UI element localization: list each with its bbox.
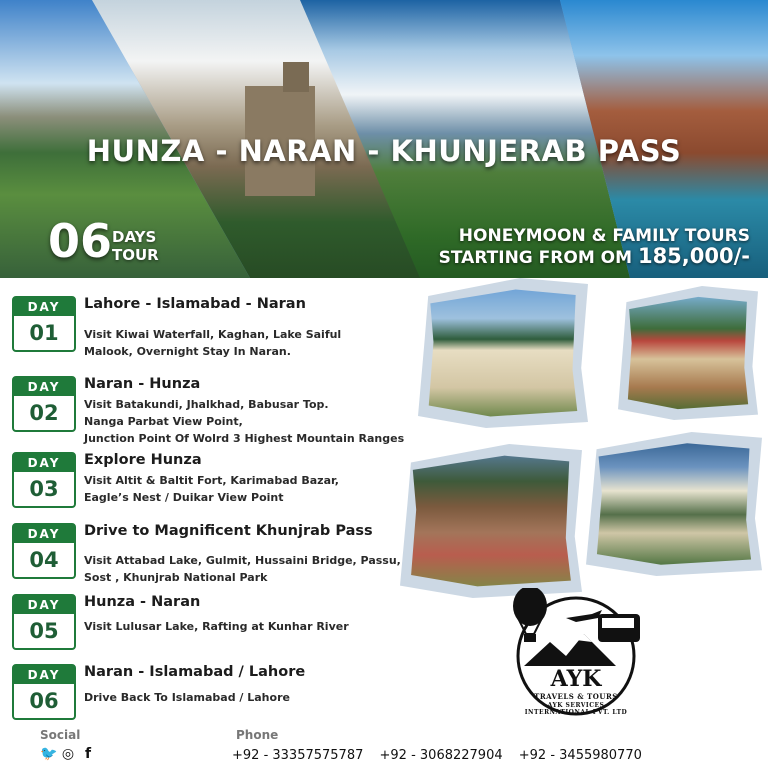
day-badge xyxy=(12,452,76,508)
day-title: Lahore - Islamabad - Naran xyxy=(84,296,306,312)
hotel-photo xyxy=(400,444,582,598)
day-badge-label: DAY xyxy=(14,596,74,614)
day-title: Naran - Hunza xyxy=(84,376,201,392)
day-badge-number: 02 xyxy=(29,401,59,425)
hotel-photo xyxy=(418,278,588,428)
day-title: Drive to Magnificent Khunjrab Pass xyxy=(84,523,373,539)
phone-number[interactable]: +92 - 3068227904 xyxy=(379,748,503,763)
day-badge xyxy=(12,296,76,352)
day-badge-number: 06 xyxy=(29,689,59,713)
phone-numbers xyxy=(232,748,654,763)
twitter-icon[interactable]: 🐦 xyxy=(40,746,58,762)
offer-price: 185,000/- xyxy=(637,244,750,268)
offer-text xyxy=(439,226,750,268)
social-icons xyxy=(40,746,96,762)
day-badge-number: 04 xyxy=(29,548,59,572)
hotel-photo-image xyxy=(424,284,582,422)
day-title: Explore Hunza xyxy=(84,452,202,468)
duration-label-tour: TOUR xyxy=(112,246,159,264)
instagram-icon[interactable]: ◎ xyxy=(61,746,75,762)
day-badge-number: 05 xyxy=(29,619,59,643)
duration-label-days: DAYS xyxy=(112,228,157,246)
day-description: Sost , Khunjrab National Park xyxy=(84,571,268,584)
day-badge-label: DAY xyxy=(14,666,74,684)
offer-line-1: HONEYMOON & FAMILY TOURS xyxy=(458,226,750,246)
day-description: Visit Kiwai Waterfall, Kaghan, Lake Saiful xyxy=(84,328,342,341)
day-badge-number: 03 xyxy=(29,477,59,501)
logo-company-name: AYK SERVICES INTERNATIONAL PVT. LTD xyxy=(524,702,628,716)
hero-title: HUNZA - NARAN - KHUNJERAB PASS xyxy=(86,134,682,168)
day-description: Visit Attabad Lake, Gulmit, Hussaini Bridge, Passu, xyxy=(84,554,401,567)
day-description: Visit Lulusar Lake, Rafting at Kunhar River xyxy=(84,620,349,633)
day-description: Nanga Parbat View Point, xyxy=(84,415,243,428)
hotel-photo-image xyxy=(406,450,576,592)
logo-name: AYK xyxy=(550,666,602,692)
day-badge xyxy=(12,664,76,720)
phone-label: Phone xyxy=(236,728,279,742)
phone-number[interactable]: +92 - 3455980770 xyxy=(518,748,642,763)
hero-banner xyxy=(0,0,768,278)
logo-tagline: TRAVELS & TOURS xyxy=(534,692,618,701)
day-description: Drive Back To Islamabad / Lahore xyxy=(84,691,290,704)
day-badge-number: 01 xyxy=(29,321,59,345)
hotel-photo-image xyxy=(624,292,752,414)
duration-label xyxy=(112,228,159,264)
day-badge-label: DAY xyxy=(14,378,74,396)
day-badge-label: DAY xyxy=(14,525,74,543)
day-badge xyxy=(12,376,76,432)
ayk-logo xyxy=(506,588,646,726)
hotel-photo-image xyxy=(592,438,756,570)
day-description: Visit Batakundi, Jhalkhad, Babusar Top. xyxy=(84,398,329,411)
duration-number: 06 xyxy=(48,214,113,268)
offer-line-2 xyxy=(439,246,750,268)
facebook-icon[interactable]: f xyxy=(84,746,92,762)
day-badge xyxy=(12,523,76,579)
hotel-photo xyxy=(586,432,762,576)
social-label: Social xyxy=(40,728,81,742)
phone-number[interactable]: +92 - 33357575787 xyxy=(232,748,364,763)
day-title: Hunza - Naran xyxy=(84,594,201,610)
day-title: Naran - Islamabad / Lahore xyxy=(84,664,306,680)
offer-prefix: STARTING FROM OM xyxy=(438,248,633,268)
hotel-photo xyxy=(618,286,758,420)
day-badge xyxy=(12,594,76,650)
day-description: Malook, Overnight Stay In Naran. xyxy=(84,345,291,358)
day-badge-label: DAY xyxy=(14,298,74,316)
day-badge-label: DAY xyxy=(14,454,74,472)
day-description: Junction Point Of Wolrd 3 Highest Mountain Ranges xyxy=(84,432,405,445)
day-description: Visit Altit & Baltit Fort, Karimabad Bazar, xyxy=(84,474,339,487)
day-description: Eagle’s Nest / Duikar View Point xyxy=(84,491,284,504)
